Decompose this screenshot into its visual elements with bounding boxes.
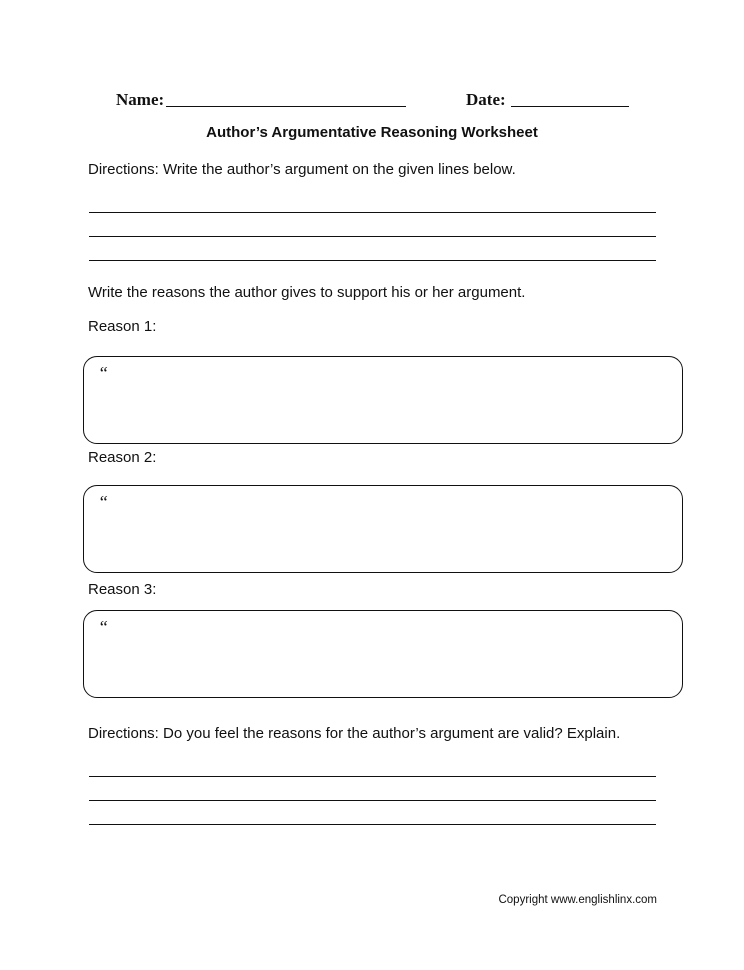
date-label: Date:: [466, 90, 506, 109]
explain-line-2[interactable]: [89, 800, 656, 801]
copyright-notice: Copyright www.englishlinx.com: [498, 894, 657, 906]
name-label: Name:: [116, 90, 165, 109]
argument-line-2[interactable]: [89, 236, 656, 237]
directions-validity: Directions: Do you feel the reasons for the author’s argument are valid? Explain.: [88, 725, 621, 742]
quote-mark-icon: “: [98, 363, 109, 383]
argument-line-1[interactable]: [89, 212, 656, 213]
reason-1-box[interactable]: [83, 356, 683, 444]
quote-mark-icon: “: [98, 617, 109, 637]
name-field[interactable]: [166, 106, 406, 107]
worksheet-title: Author’s Argumentative Reasoning Worksheet: [206, 124, 538, 141]
reason-1-label: Reason 1:: [88, 318, 157, 335]
reason-2-label: Reason 2:: [88, 449, 157, 466]
explain-line-3[interactable]: [89, 824, 656, 825]
reasons-instructions: Write the reasons the author gives to support his or her argument.: [88, 284, 526, 301]
reason-3-label: Reason 3:: [88, 581, 157, 598]
reason-3-box[interactable]: [83, 610, 683, 698]
date-field[interactable]: [511, 106, 629, 107]
directions-argument: Directions: Write the author’s argument on the given lines below.: [88, 161, 516, 178]
explain-line-1[interactable]: [89, 776, 656, 777]
argument-line-3[interactable]: [89, 260, 656, 261]
quote-mark-icon: “: [98, 492, 109, 512]
reason-2-box[interactable]: [83, 485, 683, 573]
